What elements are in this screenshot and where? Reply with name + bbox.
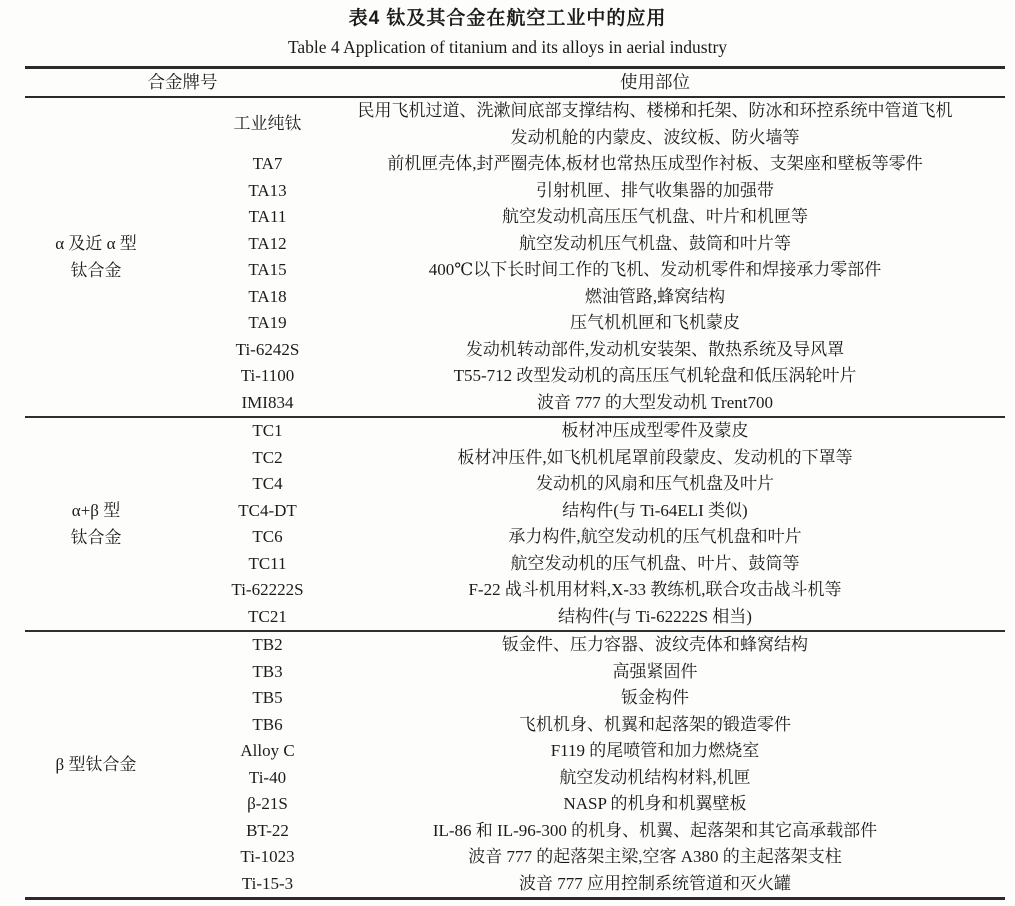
usage-text-line: IL-86 和 IL-96-300 的机身、机翼、起落架和其它高承载部件	[432, 820, 878, 840]
table-row	[155, 632, 1005, 659]
alloy-name-cell: TA11	[248, 207, 287, 226]
usage-text-line: 航空发动机的压气机盘、叶片、鼓筒等	[510, 553, 800, 573]
usage-cell	[340, 337, 1005, 364]
table-row	[155, 310, 1005, 337]
alloy-name-cell: TC4-DT	[238, 500, 297, 520]
usage-cell	[340, 498, 1005, 525]
usage-text-line: 钣金件、压力容器、波纹壳体和蜂窝结构	[502, 635, 808, 654]
table-title-en: Table 4 Application of titanium and its alloys in aerial industry	[287, 37, 728, 57]
alloy-group-label	[25, 751, 155, 778]
table-row	[155, 659, 1005, 686]
alloy-group-label-line: 钛合金	[70, 528, 122, 547]
alloy-name-cell: TC1	[252, 421, 283, 440]
table-row	[155, 844, 1005, 871]
usage-cell	[340, 685, 1005, 712]
alloy-group-section	[25, 418, 1005, 632]
alloy-group-rows	[155, 98, 1005, 416]
usage-text-line: 引射机匣、排气收集器的加强带	[536, 180, 774, 200]
usage-cell	[340, 471, 1005, 498]
alloy-name-cell: β-21S	[247, 794, 288, 813]
usage-text-line: 板材冲压成型零件及蒙皮	[561, 421, 749, 440]
usage-text-line: F119 的尾喷管和加力燃烧室	[550, 741, 760, 760]
usage-cell	[340, 818, 1005, 845]
alloy-name-cell: Ti-15-3	[241, 873, 294, 893]
usage-text-line: 波音 777 应用控制系统管道和灭火罐	[519, 873, 791, 893]
usage-cell	[340, 632, 1005, 659]
alloy-name-cell: TC2	[252, 447, 283, 467]
usage-text-line: 航空发动机结构材料,机匣	[559, 767, 751, 787]
table-row	[155, 738, 1005, 765]
table-row	[155, 871, 1005, 898]
usage-text-line: 结构件(与 Ti-62222S 相当)	[558, 606, 752, 626]
usage-cell	[340, 98, 1005, 151]
table-row	[155, 577, 1005, 604]
table-row	[155, 551, 1005, 578]
table-row	[155, 178, 1005, 205]
alloy-name-cell: TA18	[248, 286, 287, 306]
usage-text-line: 发动机舱的内蒙皮、波纹板、防火墙等	[510, 127, 800, 147]
table-row	[155, 524, 1005, 551]
usage-cell	[340, 524, 1005, 551]
alloy-group-section	[25, 632, 1005, 897]
table-row	[155, 363, 1005, 390]
table-row	[155, 98, 1005, 151]
alloy-name-cell: TC21	[248, 606, 287, 626]
alloy-application-table	[25, 66, 1005, 900]
alloy-name-cell: TB5	[252, 688, 283, 707]
table-title-zh: 表4 钛及其合金在航空工业中的应用	[348, 8, 667, 29]
alloy-name-cell: TB6	[252, 714, 283, 734]
alloy-group-label-line: α+β 型	[71, 501, 121, 520]
usage-cell	[340, 577, 1005, 604]
usage-text-line: 发动机的风扇和压气机盘及叶片	[536, 474, 774, 493]
alloy-name-cell: TB3	[252, 661, 283, 681]
table-row	[155, 712, 1005, 739]
usage-text-line: 板材冲压件,如飞机机尾罩前段蒙皮、发动机的下罩等	[457, 447, 853, 467]
usage-cell	[340, 659, 1005, 686]
alloy-name-cell: TA13	[248, 180, 287, 200]
usage-text-line: 燃油管路,蜂窝结构	[584, 286, 726, 306]
alloy-name-cell: TC11	[248, 553, 287, 573]
usage-text-line: 前机匣壳体,封严圈壳体,板材也常热压成型作衬板、支架座和壁板等零件	[387, 154, 923, 173]
usage-text-line: 民用飞机过道、洗漱间底部支撑结构、楼梯和托架、防冰和环控系统中管道飞机	[357, 101, 953, 120]
usage-text-line: 航空发动机压气机盘、鼓筒和叶片等	[519, 233, 791, 253]
usage-cell	[340, 310, 1005, 337]
usage-cell	[340, 765, 1005, 792]
usage-cell	[340, 178, 1005, 205]
usage-cell	[340, 151, 1005, 178]
table-row	[155, 257, 1005, 284]
table-row	[155, 231, 1005, 258]
usage-text-line: F-22 战斗机用材料,X-33 教练机,联合攻击战斗机等	[468, 580, 842, 599]
alloy-name-cell: IMI834	[241, 392, 294, 412]
usage-cell	[340, 445, 1005, 472]
alloy-name-cell: Ti-1100	[240, 366, 295, 385]
table-row	[155, 791, 1005, 818]
table-row	[155, 204, 1005, 231]
table-row	[155, 818, 1005, 845]
alloy-name-cell: TB2	[252, 635, 283, 654]
table-row	[155, 390, 1005, 417]
usage-cell	[340, 231, 1005, 258]
usage-text-line: 飞机机身、机翼和起落架的锻造零件	[519, 714, 791, 734]
alloy-group-label-line: β 型钛合金	[55, 755, 137, 774]
usage-cell	[340, 791, 1005, 818]
usage-text-line: T55-712 改型发动机的高压压气机轮盘和低压涡轮叶片	[453, 366, 857, 385]
usage-text-line: 波音 777 的起落架主梁,空客 A380 的主起落架支柱	[468, 847, 842, 866]
usage-text-line: 压气机机匣和飞机蒙皮	[570, 313, 740, 332]
column-header-usage: 使用部位	[620, 72, 690, 92]
alloy-name-cell: TC6	[252, 527, 283, 546]
table-row	[155, 418, 1005, 445]
table-row	[155, 337, 1005, 364]
alloy-group-label-line: 钛合金	[70, 261, 122, 280]
usage-cell	[340, 257, 1005, 284]
table-row	[155, 445, 1005, 472]
table-row	[155, 765, 1005, 792]
usage-cell	[340, 551, 1005, 578]
usage-cell	[340, 871, 1005, 898]
usage-cell	[340, 604, 1005, 631]
alloy-group-label	[25, 497, 155, 551]
usage-text-line: 波音 777 的大型发动机 Trent700	[537, 392, 773, 412]
alloy-group-rows	[155, 632, 1005, 897]
alloy-name-cell: Alloy C	[240, 741, 295, 760]
usage-text-line: 发动机转动部件,发动机安装架、散热系统及导风罩	[465, 339, 845, 359]
alloy-name-cell: 工业纯钛	[233, 114, 302, 134]
table-row	[155, 498, 1005, 525]
table-row	[155, 604, 1005, 631]
usage-cell	[340, 204, 1005, 231]
table-row	[155, 284, 1005, 311]
usage-text-line: 400℃以下长时间工作的飞机、发动机零件和焊接承力零部件	[428, 260, 882, 279]
alloy-name-cell: Ti-1023	[240, 847, 295, 866]
table-row	[155, 151, 1005, 178]
usage-text-line: 钣金构件	[621, 688, 689, 707]
alloy-name-cell: Ti-6242S	[235, 339, 300, 359]
usage-cell	[340, 712, 1005, 739]
usage-cell	[340, 284, 1005, 311]
alloy-group-rows	[155, 418, 1005, 630]
table-header-row	[25, 69, 1005, 98]
usage-cell	[340, 418, 1005, 445]
table-row	[155, 471, 1005, 498]
usage-cell	[340, 363, 1005, 390]
alloy-name-cell: Ti-62222S	[231, 580, 304, 599]
alloy-group-label	[25, 230, 155, 284]
usage-cell	[340, 738, 1005, 765]
usage-text-line: 承力构件,航空发动机的压气机盘和叶片	[508, 527, 802, 546]
alloy-name-cell: TC4	[252, 474, 283, 493]
usage-text-line: 结构件(与 Ti-64ELI 类似)	[562, 500, 748, 520]
usage-text-line: 航空发动机高压压气机盘、叶片和机匣等	[502, 207, 808, 226]
alloy-name-cell: TA12	[248, 233, 287, 253]
alloy-group-section	[25, 98, 1005, 418]
table-row	[155, 685, 1005, 712]
usage-cell	[340, 390, 1005, 417]
alloy-name-cell: TA19	[248, 313, 287, 332]
alloy-name-cell: Ti-40	[248, 767, 287, 787]
alloy-name-cell: BT-22	[246, 820, 289, 840]
alloy-group-label-line: α 及近 α 型	[55, 234, 137, 253]
column-header-alloy: 合金牌号	[147, 72, 218, 92]
usage-text-line: 高强紧固件	[612, 661, 698, 681]
usage-cell	[340, 844, 1005, 871]
alloy-name-cell: TA7	[252, 154, 283, 173]
table-body	[25, 98, 1005, 897]
alloy-name-cell: TA15	[248, 260, 287, 279]
usage-text-line: NASP 的机身和机翼壁板	[563, 794, 747, 813]
